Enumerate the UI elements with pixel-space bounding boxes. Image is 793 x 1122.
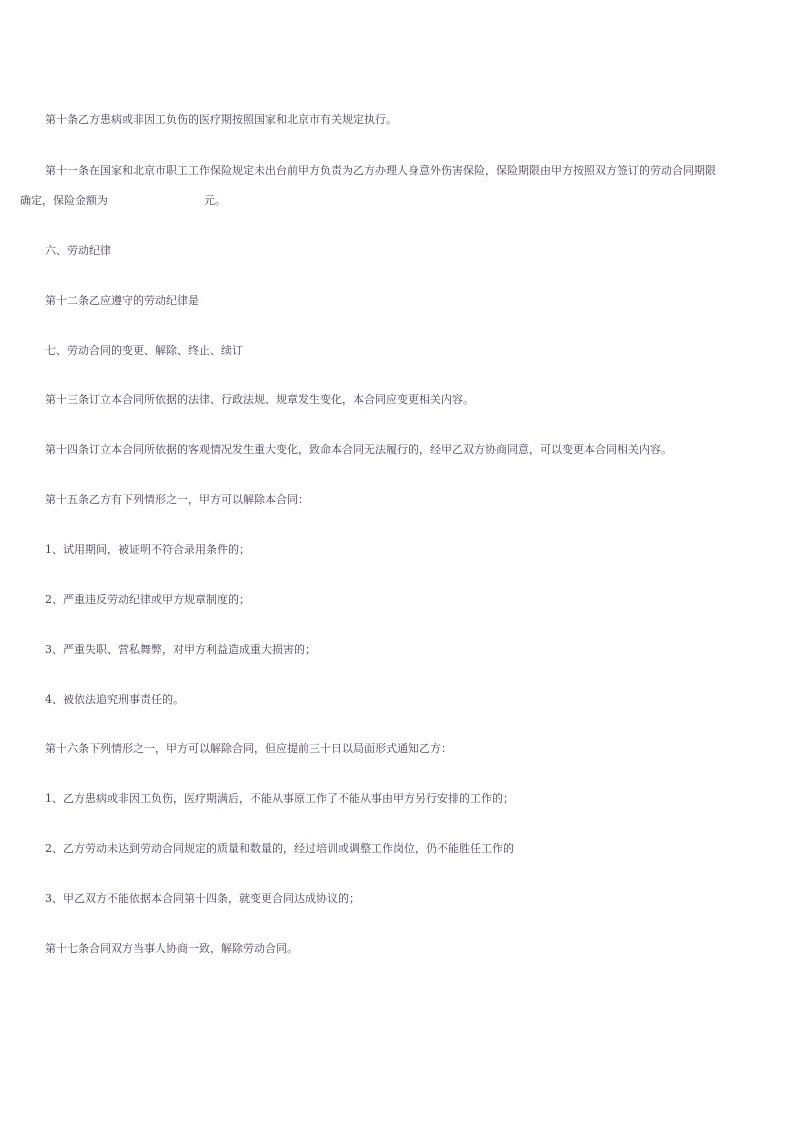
article-15-item-3: 3、严重失职、营私舞弊，对甲方利益造成重大损害的； — [45, 643, 316, 656]
article-14: 第十四条订立本合同所依据的客观情况发生重大变化，致命本合同无法履行的，经甲乙双方协商同意，可以变更本合同相关内容。 — [45, 443, 672, 456]
article-16-item-3: 3、甲乙双方不能依据本合同第十四条，就变更合同达成协议的； — [45, 892, 360, 905]
article-15-item-4: 4、被依法追究刑事责任的。 — [45, 693, 184, 706]
article-17: 第十七条合同双方当事人协商一致，解除劳动合同。 — [45, 942, 298, 955]
section-6-heading: 六、劳动纪律 — [45, 244, 111, 257]
article-11-line-1: 第十一条在国家和北京市职工工作保险规定未出台前甲方负责为乙方办理人身意外伤害保险，保险期限由甲方按照双方签订的劳动合同期限 — [45, 164, 716, 177]
article-16-item-1: 1、乙方患病或非因工负伤，医疗期满后，不能从事原工作了不能从事由甲方另行安排的工作的； — [45, 792, 514, 805]
article-11-line-2 — [20, 194, 226, 208]
article-13: 第十三条订立本合同所依据的法律、行政法规、规章发生变化，本合同应变更相关内容。 — [45, 393, 474, 406]
insurance-amount-label: 确定，保险金额为 — [20, 194, 108, 207]
article-12: 第十二条乙应遵守的劳动纪律是 — [45, 294, 199, 307]
article-16-item-2: 2、乙方劳动未达到劳动合同规定的质量和数量的，经过培训或调整工作岗位，仍不能胜任工作的 — [45, 842, 514, 855]
article-15-item-1: 1、试用期间，被证明不符合录用条件的； — [45, 543, 250, 556]
article-15-item-2: 2、严重违反劳动纪律或甲方规章制度的； — [45, 593, 250, 606]
section-7-heading: 七、劳动合同的变更、解除、终止、续订 — [45, 344, 243, 357]
article-16: 第十六条下列情形之一，甲方可以解除合同，但应提前三十日以局面形式通知乙方： — [45, 742, 452, 755]
article-15: 第十五条乙方有下列情形之一，甲方可以解除本合同： — [45, 493, 309, 506]
insurance-amount-unit: 元。 — [204, 194, 226, 207]
article-10: 第十条乙方患病或非因工负伤的医疗期按照国家和北京市有关规定执行。 — [45, 113, 397, 126]
